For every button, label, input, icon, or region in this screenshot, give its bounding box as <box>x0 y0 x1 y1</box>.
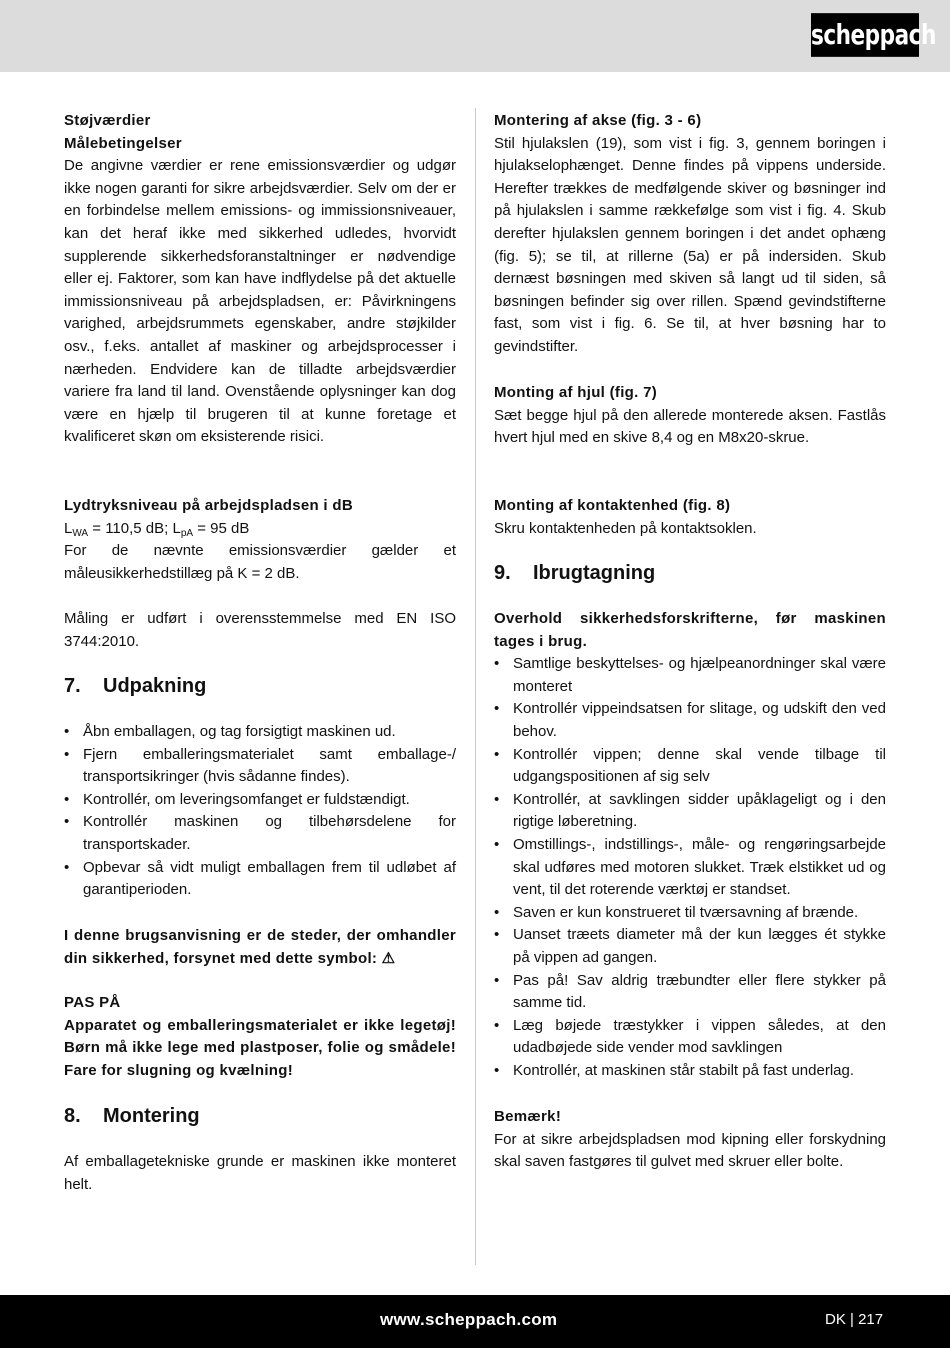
startup-intro: Overhold sikkerhedsforskrifterne, før maskinen tages i brug. <box>494 610 886 650</box>
noise-subtitle: Målebetingelser <box>64 134 182 152</box>
sound-title: Lydtryksniveau på arbejdspladsen i dB <box>64 497 353 514</box>
list-item: • Kontrollér, at maskinen står stabilt på fast underlag. <box>494 1060 886 1083</box>
axle-title: Montering af akse (fig. 3 - 6) <box>494 112 702 129</box>
noise-text: De angivne værdier er rene emissionsværdier og udgør ikke nogen garanti for sikre arbejdsværdier. Selv om der er en forbindelse mellem emissions- og immissionsniveauer, kan det heraf ikke med sikkerhed udledes, hvorvidt supplerende sikkerhedsforanstaltninger er nødvendige eller ej. Faktorer, som kan have indflydelse på det aktuelle immissionsniveau på arbejdspladsen, er: Påvirkningens varighed, arbejdsrummets egenskaber, andre støjkilder osv., f.eks. antallet af maskiner og arbejdsprocesser i nærheden. Endvidere kan de tilladte arbejdsværdier variere fra land til land. Ovenstående oplysninger kan dog være en hjælp til brugeren til at kunne foretage et kvalificeret skøn om eksisterende risici. <box>64 157 456 446</box>
section-7-heading: 7. Udpakning <box>64 675 207 697</box>
list-item: • Åbn emballagen, og tag forsigtigt maskinen ud. <box>64 721 456 744</box>
note-text: For at sikre arbejdspladsen mod kipning eller forskydning skal saven fastgøres til gulvet med skruer eller bolte. <box>494 1130 886 1171</box>
page-header <box>0 0 950 72</box>
measure-text: Måling er udført i overensstemmelse med EN ISO 3744:2010. <box>64 610 456 650</box>
list-item: • Samtlige beskyttelses- og hjælpeanordninger skal være monteret <box>494 653 886 698</box>
startup-list <box>494 653 886 1082</box>
list-item: • Kontrollér, at savklingen sidder upåklageligt og i den rigtige løberetning. <box>494 789 886 834</box>
note-title: Bemærk! <box>494 1108 562 1125</box>
page-footer <box>0 1295 950 1348</box>
unpacking-list <box>64 721 456 902</box>
caution-text: Apparatet og emballeringsmaterialet er ikke legetøj! Børn må ikke lege med plastposer, folie og smådele! Fare for slugning og kvælning! <box>64 1016 456 1079</box>
list-item: • Læg bøjede træstykker i vippen således, at den udadbøjede side vender mod savklingen <box>494 1015 886 1060</box>
list-item: • Fjern emballeringsmaterialet samt emballage-/ transportsikringer (hvis sådanne findes). <box>64 744 456 789</box>
list-item: • Kontrollér, om leveringsomfanget er fuldstændigt. <box>64 789 456 812</box>
page-number: DK | 217 <box>825 1311 884 1328</box>
wheel-text: Sæt begge hjul på den allerede monterede aksen. Fastlås hvert hjul med en skive 8,4 og en M8x20-skrue. <box>494 406 886 447</box>
list-item: • Kontrollér vippeindsatsen for slitage, og udskift den ved behov. <box>494 698 886 743</box>
list-item: • Opbevar så vidt muligt emballagen frem til udløbet af garantiperioden. <box>64 857 456 902</box>
website-link[interactable]: www.scheppach.com <box>380 1310 558 1329</box>
assembly-text: Af emballagetekniske grunde er maskinen ikke monteret helt. <box>64 1153 456 1193</box>
sound-text: For de nævnte emissionsværdier gælder et måleusikkerhedstillæg på K = 2 dB. <box>64 542 456 582</box>
safety-symbol-text: I denne brugsanvisning er de steder, der omhandler din sikkerhed, forsynet med dette symbol: ⚠ <box>64 927 456 967</box>
section-8-heading: 8. Montering <box>64 1105 200 1127</box>
axle-text: Stil hjulakslen (19), som vist i fig. 3, gennem boringen i hjulakselophænget. Denne findes på vippens underside. Herefter trækkes de medfølgende skiver og bøsninger ind på hjulakslen i samme rækkefølge som vist i fig. 4. Skub derefter hjulakslen gennem boringen i det andet ophæng (fig. 5); se til, at rillerne (5a) er på indersiden. Skub dernæst bøsningen med skiven så langt ud til siden, så bøsningen befinder sig over rillen. Spænd gevindstifterne fast, som vist i fig. 6. Se til, at hver bøsning har to gevindstifter. <box>494 134 886 355</box>
sound-values: $L_{WA} = 110,5$ dB; $L_{pA} = 95$ dB <box>64 519 250 539</box>
list-item: • Pas på! Sav aldrig træbundter eller flere stykker på samme tid. <box>494 970 886 1015</box>
list-item: • Omstillings-, indstillings-, måle- og rengøringsarbejde skal udføres med motoren slukket. Træk elstikket ud og vent, til det roterende værktøj er standset. <box>494 834 886 902</box>
list-item: • Kontrollér vippen; denne skal vende tilbage til udgangspositionen af sig selv <box>494 744 886 789</box>
list-item: • Kontrollér maskinen og tilbehørsdelene for transportskader. <box>64 811 456 856</box>
contact-text: Skru kontaktenheden på kontaktsoklen. <box>494 519 757 537</box>
scheppach-logo: scheppach <box>811 13 919 57</box>
section-9-heading: 9. Ibrugtagning <box>494 562 656 584</box>
list-item: • Uanset træets diameter må der kun lægges ét stykke på vippen ad gangen. <box>494 924 886 969</box>
column-divider <box>475 108 476 1265</box>
list-item: • Saven er kun konstrueret til tværsavning af brænde. <box>494 902 886 925</box>
wheel-title: Monting af hjul (fig. 7) <box>494 384 658 401</box>
caution-title: PAS PÅ <box>64 994 121 1011</box>
noise-title: Støjværdier <box>64 112 151 129</box>
contact-title: Monting af kontaktenhed (fig. 8) <box>494 497 731 514</box>
